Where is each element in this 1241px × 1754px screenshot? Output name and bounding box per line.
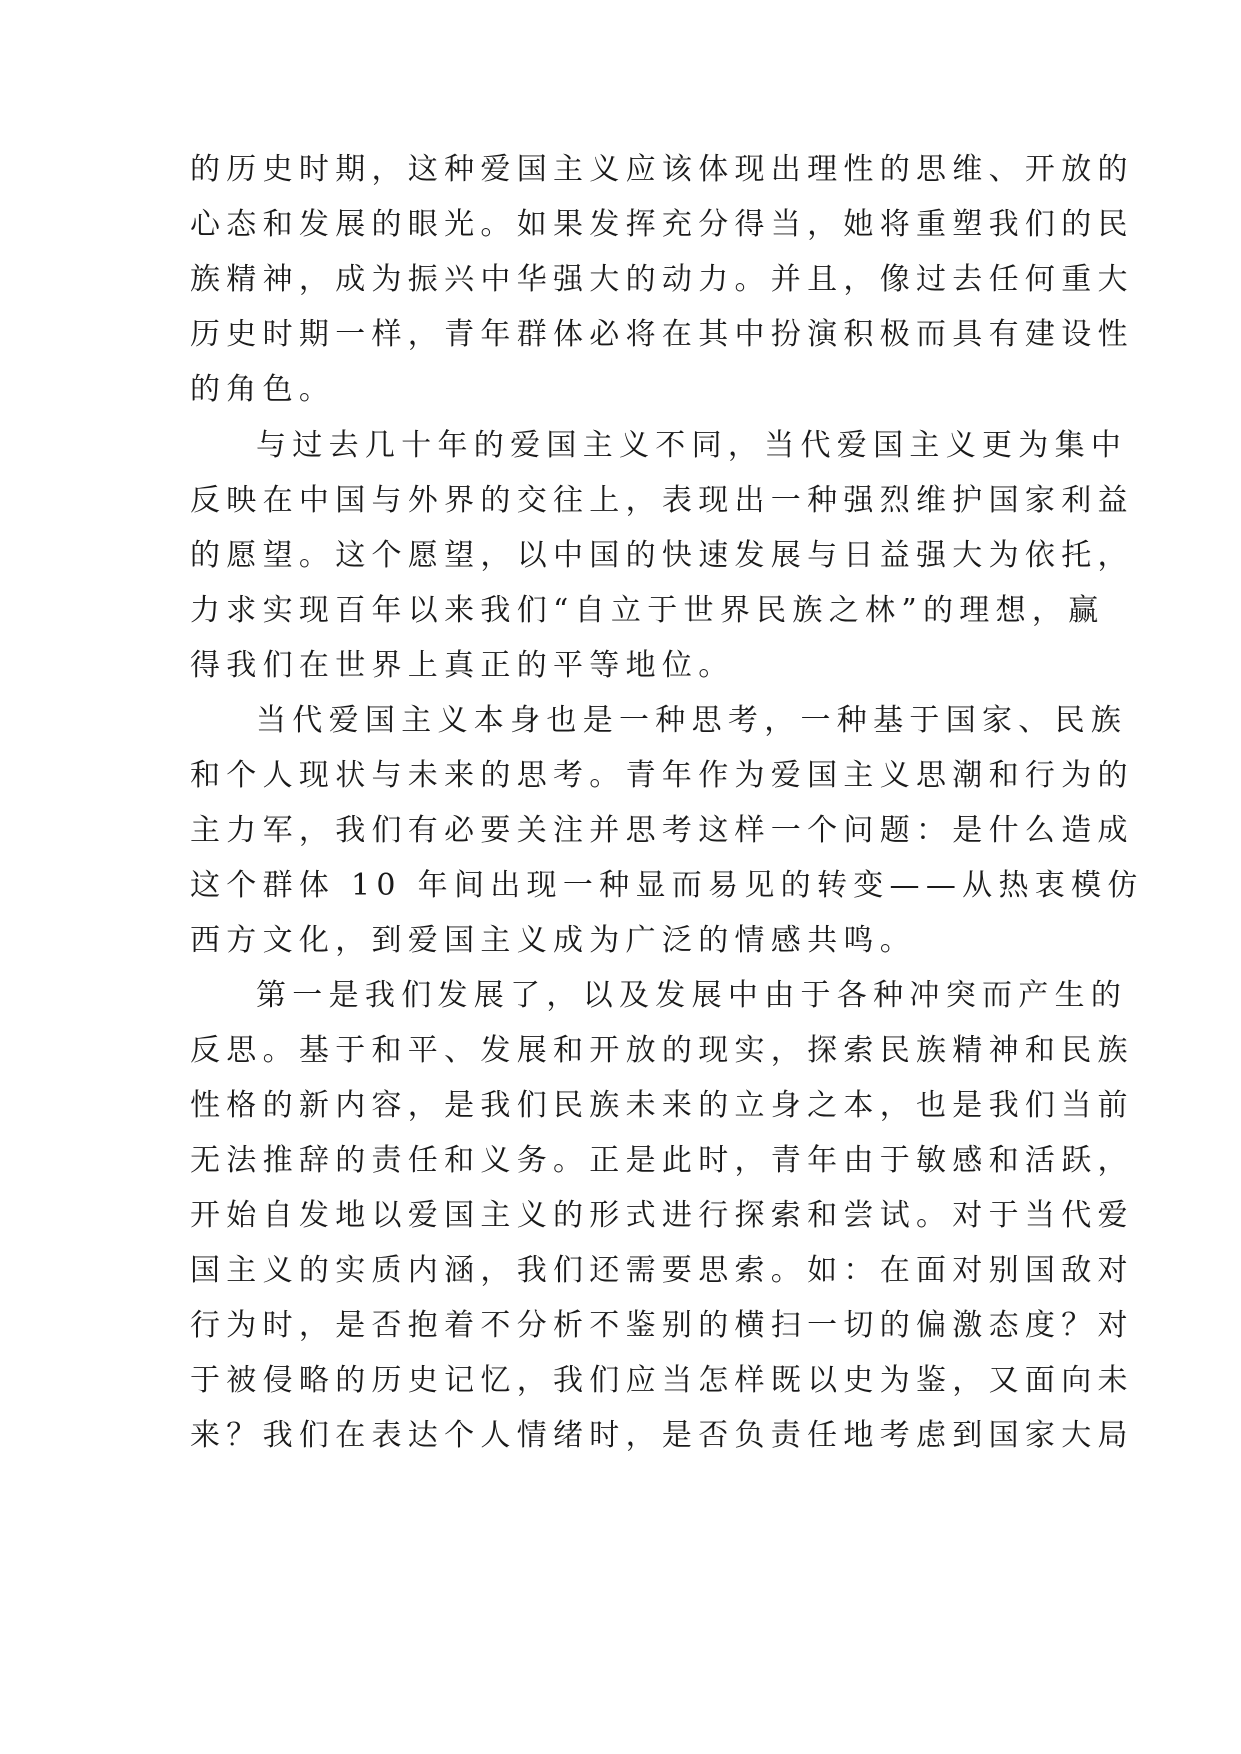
text-line: 无法推辞的责任和义务。正是此时，青年由于敏感和活跃，	[190, 1143, 1134, 1178]
text-line: 的愿望。这个愿望，以中国的快速发展与日益强大为依托，	[190, 538, 1134, 573]
text-line: 西方文化，到爱国主义成为广泛的情感共鸣。	[190, 923, 916, 958]
text-line: 这个群体 10 年间出现一种显而易见的转变——从热衷模仿	[190, 868, 1144, 903]
text-line: 力求实现百年以来我们“自立于世界民族之林”的理想，赢	[190, 593, 1105, 628]
text-line: 于被侵略的历史记忆，我们应当怎样既以史为鉴，又面向未	[190, 1363, 1134, 1398]
text-line: 的历史时期，这种爱国主义应该体现出理性的思维、开放的	[190, 152, 1134, 187]
text-line: 国主义的实质内涵，我们还需要思索。如：在面对别国敌对	[190, 1253, 1134, 1288]
text-line: 性格的新内容，是我们民族未来的立身之本，也是我们当前	[190, 1088, 1134, 1123]
text-line: 的角色。	[190, 372, 336, 407]
text-line: 族精神，成为振兴中华强大的动力。并且，像过去任何重大	[190, 262, 1134, 297]
text-line: 和个人现状与未来的思考。青年作为爱国主义思潮和行为的	[190, 758, 1134, 793]
text-line: 行为时，是否抱着不分析不鉴别的横扫一切的偏激态度？对	[190, 1308, 1134, 1343]
paragraph-first-line: 第一是我们发展了，以及发展中由于各种冲突而产生的	[256, 978, 1128, 1013]
paragraph-first-line: 与过去几十年的爱国主义不同，当代爱国主义更为集中	[256, 428, 1128, 463]
text-line: 反映在中国与外界的交往上，表现出一种强烈维护国家利益	[190, 483, 1134, 518]
text-line: 来？我们在表达个人情绪时，是否负责任地考虑到国家大局	[190, 1418, 1134, 1453]
text-line: 主力军，我们有必要关注并思考这样一个问题：是什么造成	[190, 813, 1134, 848]
text-line: 开始自发地以爱国主义的形式进行探索和尝试。对于当代爱	[190, 1198, 1134, 1233]
paragraph-first-line: 当代爱国主义本身也是一种思考，一种基于国家、民族	[256, 703, 1128, 738]
text-line: 历史时期一样，青年群体必将在其中扮演积极而具有建设性	[190, 317, 1134, 352]
text-line: 心态和发展的眼光。如果发挥充分得当，她将重塑我们的民	[190, 207, 1134, 242]
text-line: 得我们在世界上真正的平等地位。	[190, 648, 735, 683]
text-line: 反思。基于和平、发展和开放的现实，探索民族精神和民族	[190, 1033, 1134, 1068]
